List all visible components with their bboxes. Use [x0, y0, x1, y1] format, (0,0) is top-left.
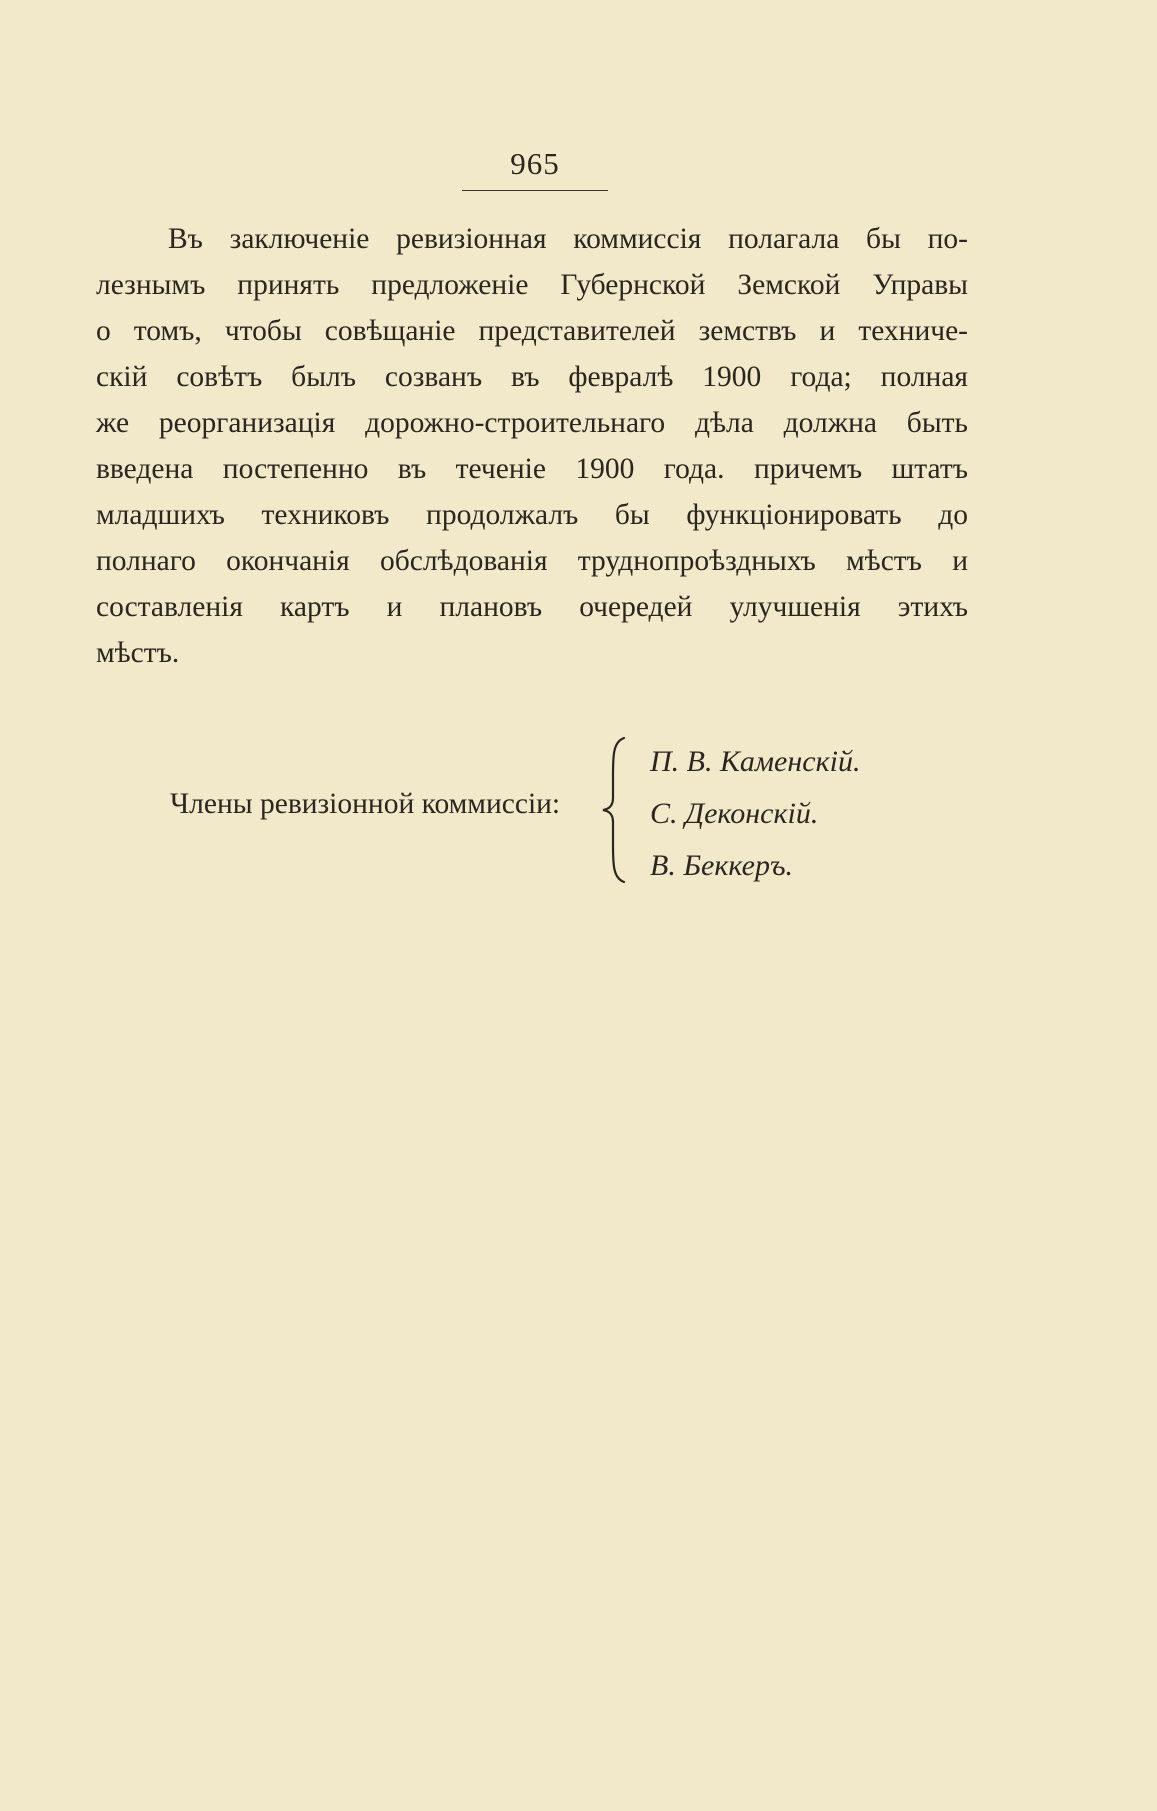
- curly-brace-icon: [600, 736, 630, 884]
- signatory-name: В. Беккеръ.: [650, 849, 794, 882]
- page-number-rule: [462, 190, 608, 191]
- signatory-name: П. В. Каменскій.: [650, 745, 861, 778]
- text-line: скій совѣтъ былъ созванъ въ февралѣ 1900 года; полная: [96, 361, 968, 393]
- signature-block: [170, 736, 930, 886]
- text-line: о томъ, чтобы совѣщаніе представителей земствъ и техниче-: [96, 315, 968, 347]
- text-line: Въ заключеніе ревизіонная коммиссія полагала бы по-: [168, 223, 968, 255]
- signature-label: Члены ревизіонной коммиссіи:: [170, 788, 561, 820]
- text-line: введена постепенно въ теченіе 1900 года. причемъ штатъ: [96, 453, 968, 485]
- text-line: лезнымъ принять предложеніе Губернской Земской Управы: [96, 269, 968, 301]
- signatory-name: С. Деконскій.: [650, 797, 819, 830]
- text-line: составленія картъ и плановъ очередей улучшенія этихъ: [96, 591, 968, 623]
- text-line: мѣстъ.: [96, 637, 180, 669]
- page-number: 965: [510, 146, 560, 181]
- signature-names: [650, 736, 860, 892]
- text-line: полнаго окончанія обслѣдованія труднопроѣздныхъ мѣстъ и: [96, 545, 968, 577]
- text-line: же реорганизація дорожно-строительнаго дѣла должна быть: [96, 407, 968, 439]
- body-paragraph: [96, 216, 968, 676]
- text-line: младшихъ техниковъ продолжалъ бы функціонировать до: [96, 499, 968, 531]
